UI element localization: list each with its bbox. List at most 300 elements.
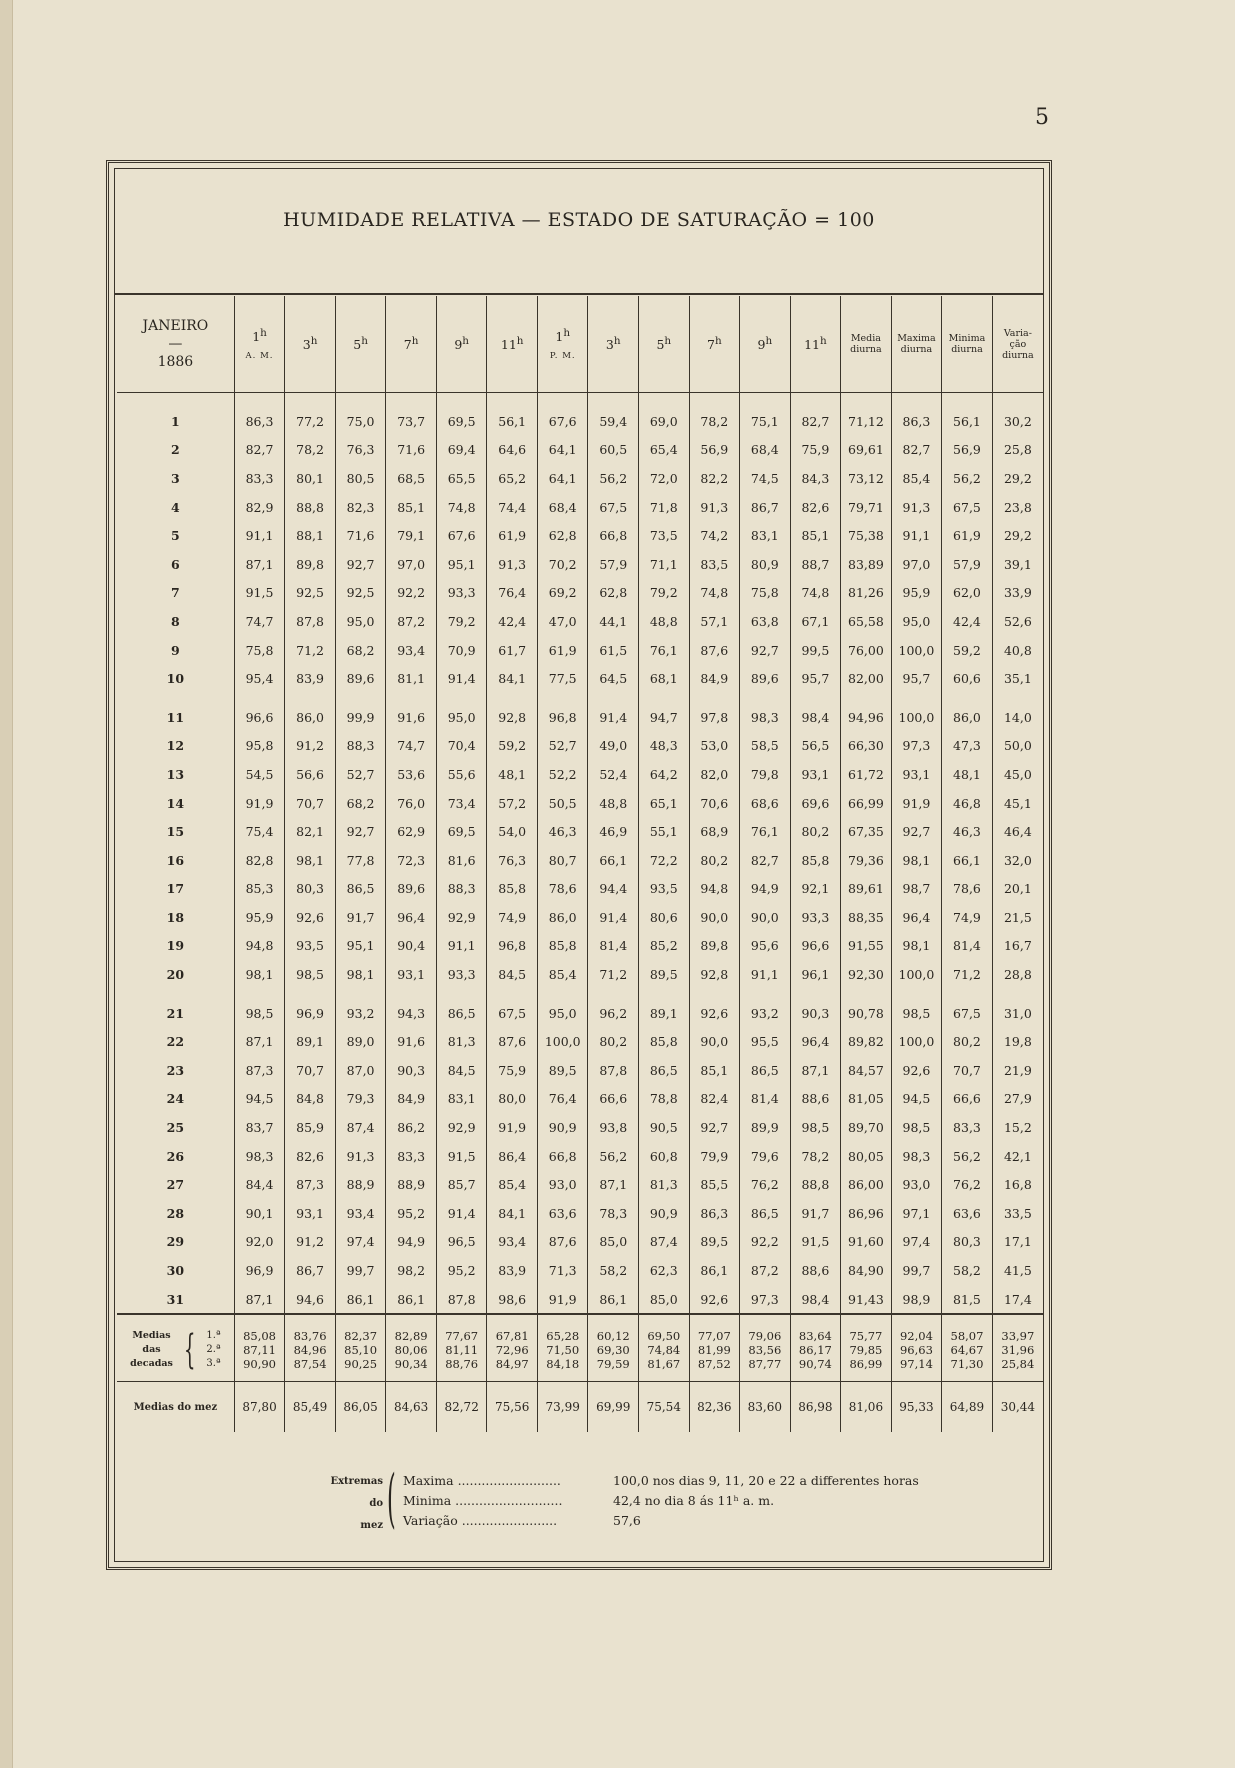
value-cell: 59,2: [487, 732, 538, 761]
value-cell: 14,0: [992, 693, 1043, 732]
value-cell: 98,4: [790, 693, 841, 732]
value-cell: 69,2: [537, 579, 588, 608]
value-cell: 98,5: [891, 1113, 942, 1142]
value-cell: 66,8: [537, 1142, 588, 1171]
value-cell: 84,57: [841, 1056, 892, 1085]
table-row: [117, 636, 1043, 665]
value-cell: 86,1: [386, 1285, 437, 1315]
month-mean-value: 82,72: [436, 1382, 487, 1433]
value-cell: 56,2: [942, 464, 993, 493]
year-label: 1886: [157, 354, 194, 370]
value-cell: 44,1: [588, 607, 639, 636]
month-mean-value: 83,60: [740, 1382, 791, 1433]
value-cell: 62,3: [639, 1256, 690, 1285]
value-cell: 48,1: [487, 760, 538, 789]
value-cell: 71,2: [285, 636, 336, 665]
day-cell: 25: [166, 1120, 185, 1136]
value-cell: 94,5: [891, 1085, 942, 1114]
value-cell: 100,0: [891, 636, 942, 665]
day-cell: 18: [166, 909, 185, 925]
value-cell: 83,7: [234, 1113, 285, 1142]
value-cell: 41,5: [992, 1256, 1043, 1285]
value-cell: 62,8: [588, 579, 639, 608]
value-cell: 89,5: [639, 960, 690, 989]
decade-mean-value: 69,30: [596, 1343, 630, 1358]
value-cell: 69,0: [639, 393, 690, 436]
day-cell: 2: [171, 442, 180, 458]
value-cell: 89,8: [689, 932, 740, 961]
extremes-label: do: [369, 1498, 383, 1509]
value-cell: 92,2: [740, 1228, 791, 1257]
value-cell: 16,8: [992, 1170, 1043, 1199]
value-cell: 87,8: [588, 1056, 639, 1085]
decade-means-cell: [285, 1314, 336, 1382]
hour-header: [740, 296, 791, 393]
hour-header: [285, 296, 336, 393]
stat-header-text: [841, 333, 891, 355]
day-cell: 27: [166, 1177, 185, 1193]
decade-mean-value: 60,12: [596, 1329, 630, 1344]
value-cell: 19,8: [992, 1027, 1043, 1056]
decade-mean-value: 71,50: [546, 1343, 580, 1358]
value-cell: 16,7: [992, 932, 1043, 961]
stat-header-line: diurna: [951, 344, 983, 355]
value-cell: 66,1: [588, 846, 639, 875]
decade-means-stack: [993, 1329, 1043, 1371]
month-mean-value: 84,63: [386, 1382, 437, 1433]
value-cell: 88,8: [790, 1170, 841, 1199]
value-cell: 94,3: [386, 989, 437, 1028]
day-cell: 8: [171, 613, 180, 629]
decade-mean-value: 80,06: [394, 1343, 428, 1358]
value-cell: 91,4: [588, 693, 639, 732]
decade-means-label: decadas: [130, 1358, 173, 1370]
hour-suffix: h: [819, 335, 827, 348]
value-cell: 67,5: [942, 989, 993, 1028]
value-cell: 89,1: [285, 1027, 336, 1056]
table-row: [117, 1056, 1043, 1085]
decade-means-label: das: [142, 1344, 161, 1356]
decade-means-stack: [791, 1329, 841, 1371]
day-cell: 13: [166, 766, 185, 782]
decade-mean-value: 77,67: [445, 1329, 479, 1344]
value-cell: 88,6: [790, 1256, 841, 1285]
value-cell: 74,8: [689, 579, 740, 608]
decade-mean-value: 84,18: [546, 1357, 580, 1372]
value-cell: 75,9: [790, 436, 841, 465]
value-cell: 92,6: [285, 903, 336, 932]
value-cell: 86,0: [942, 693, 993, 732]
table-row: [117, 1027, 1043, 1056]
value-cell: 92,7: [335, 817, 386, 846]
value-cell: 48,1: [942, 760, 993, 789]
value-cell: 85,1: [689, 1056, 740, 1085]
value-cell: 87,1: [234, 550, 285, 579]
day-cell: 6: [171, 556, 180, 572]
value-cell: 84,5: [487, 960, 538, 989]
value-cell: 76,0: [386, 789, 437, 818]
value-cell: 79,9: [689, 1142, 740, 1171]
value-cell: 94,9: [386, 1228, 437, 1257]
value-cell: 94,6: [285, 1285, 336, 1315]
decade-mean-value: 58,07: [950, 1329, 984, 1344]
hour-label: 1: [555, 329, 564, 345]
value-cell: 52,6: [992, 607, 1043, 636]
month-header: [117, 296, 234, 393]
table-row: [117, 1142, 1043, 1171]
value-cell: 86,5: [740, 1056, 791, 1085]
value-cell: 94,4: [588, 875, 639, 904]
value-cell: 78,8: [639, 1085, 690, 1114]
value-cell: 88,9: [335, 1170, 386, 1199]
value-cell: 92,6: [689, 1285, 740, 1315]
value-cell: 48,3: [639, 732, 690, 761]
value-cell: 62,0: [942, 579, 993, 608]
value-cell: 84,4: [234, 1170, 285, 1199]
value-cell: 92,1: [790, 875, 841, 904]
value-cell: 88,1: [285, 521, 336, 550]
value-cell: 88,8: [285, 493, 336, 522]
value-cell: 98,3: [891, 1142, 942, 1171]
decade-1: [117, 393, 1043, 693]
value-cell: 27,9: [992, 1085, 1043, 1114]
value-cell: 61,5: [588, 636, 639, 665]
value-cell: 91,3: [487, 550, 538, 579]
table-row: [117, 436, 1043, 465]
decade-mean-value: 87,77: [748, 1357, 782, 1372]
value-cell: 56,1: [487, 393, 538, 436]
value-cell: 86,5: [436, 989, 487, 1028]
value-cell: 92,8: [487, 693, 538, 732]
value-cell: 61,9: [537, 636, 588, 665]
value-cell: 96,6: [234, 693, 285, 732]
value-cell: 73,7: [386, 393, 437, 436]
value-cell: 76,00: [841, 636, 892, 665]
month-mean-value: 75,54: [639, 1382, 690, 1433]
day-cell: 26: [166, 1148, 185, 1164]
value-cell: 65,2: [487, 464, 538, 493]
value-cell: 82,1: [285, 817, 336, 846]
value-cell: 98,4: [790, 1285, 841, 1315]
value-cell: 89,70: [841, 1113, 892, 1142]
value-cell: 82,7: [740, 846, 791, 875]
value-cell: 33,9: [992, 579, 1043, 608]
value-cell: 90,9: [537, 1113, 588, 1142]
value-cell: 89,9: [740, 1113, 791, 1142]
decade-mean-value: 79,85: [849, 1343, 883, 1358]
value-cell: 91,2: [285, 732, 336, 761]
value-cell: 79,8: [740, 760, 791, 789]
value-cell: 30,2: [992, 393, 1043, 436]
value-cell: 72,0: [639, 464, 690, 493]
value-cell: 69,6: [790, 789, 841, 818]
value-cell: 98,5: [234, 989, 285, 1028]
decade-mean-value: 79,06: [748, 1329, 782, 1344]
value-cell: 96,1: [790, 960, 841, 989]
hour-header: [790, 296, 841, 393]
value-cell: 67,6: [436, 521, 487, 550]
month-means-row: [117, 1382, 1043, 1433]
header-row: [117, 296, 1043, 393]
stat-header-text: [892, 333, 942, 355]
extremes-label: Extremas: [330, 1476, 383, 1487]
value-cell: 15,2: [992, 1113, 1043, 1142]
value-cell: 60,6: [942, 664, 993, 693]
value-cell: 96,8: [537, 693, 588, 732]
decade-means-stack: [639, 1329, 689, 1371]
decade-means-cell: [639, 1314, 690, 1382]
value-cell: 84,9: [386, 1085, 437, 1114]
value-cell: 95,9: [234, 903, 285, 932]
table-row: [117, 1228, 1043, 1257]
value-cell: 97,1: [891, 1199, 942, 1228]
decade-means-cell: [689, 1314, 740, 1382]
decade-mean-value: 81,67: [647, 1357, 681, 1372]
decade-means: [117, 1314, 1043, 1382]
table-row: [117, 1113, 1043, 1142]
value-cell: 90,0: [740, 903, 791, 932]
value-cell: 46,8: [942, 789, 993, 818]
value-cell: 82,7: [891, 436, 942, 465]
value-cell: 97,3: [740, 1285, 791, 1315]
value-cell: 58,2: [942, 1256, 993, 1285]
decade-mean-value: 90,90: [243, 1357, 276, 1372]
value-cell: 85,0: [639, 1285, 690, 1315]
value-cell: 85,4: [537, 960, 588, 989]
value-cell: 92,8: [689, 960, 740, 989]
value-cell: 91,1: [891, 521, 942, 550]
value-cell: 53,0: [689, 732, 740, 761]
value-cell: 95,1: [335, 932, 386, 961]
value-cell: 85,5: [689, 1170, 740, 1199]
hour-header: [639, 296, 690, 393]
month-mean-value: 95,33: [891, 1382, 942, 1433]
value-cell: 64,1: [537, 464, 588, 493]
value-cell: 89,8: [285, 550, 336, 579]
stat-header-text: [993, 328, 1043, 361]
value-cell: 68,5: [386, 464, 437, 493]
value-cell: 25,8: [992, 436, 1043, 465]
value-cell: 55,6: [436, 760, 487, 789]
table-row: [117, 1199, 1043, 1228]
value-cell: 86,3: [689, 1199, 740, 1228]
value-cell: 93,1: [891, 760, 942, 789]
value-cell: 46,9: [588, 817, 639, 846]
value-cell: 78,2: [285, 436, 336, 465]
value-cell: 91,4: [588, 903, 639, 932]
value-cell: 91,1: [740, 960, 791, 989]
value-cell: 79,71: [841, 493, 892, 522]
value-cell: 49,0: [588, 732, 639, 761]
value-cell: 89,1: [639, 989, 690, 1028]
brace-glyph: {: [183, 1327, 196, 1374]
value-cell: 90,0: [689, 1027, 740, 1056]
decade-means-stack: [740, 1329, 790, 1371]
table-row: [117, 464, 1043, 493]
value-cell: 76,2: [942, 1170, 993, 1199]
decade-mean-value: 85,10: [344, 1343, 378, 1358]
hour-suffix: h: [714, 335, 722, 348]
value-cell: 74,9: [487, 903, 538, 932]
value-cell: 89,5: [537, 1056, 588, 1085]
value-cell: 99,5: [790, 636, 841, 665]
decade-means-cell: [436, 1314, 487, 1382]
value-cell: 83,1: [436, 1085, 487, 1114]
decade-mean-value: 86,17: [798, 1343, 832, 1358]
value-cell: 92,5: [335, 579, 386, 608]
value-cell: 92,7: [740, 636, 791, 665]
value-cell: 91,43: [841, 1285, 892, 1315]
value-cell: 92,9: [436, 1113, 487, 1142]
value-cell: 75,8: [740, 579, 791, 608]
month-means-label: Medias do mez: [117, 1382, 234, 1433]
value-cell: 50,5: [537, 789, 588, 818]
value-cell: 56,5: [790, 732, 841, 761]
value-cell: 76,4: [487, 579, 538, 608]
stat-header: [891, 296, 942, 393]
hour-suffix: h: [765, 335, 773, 348]
value-cell: 83,3: [942, 1113, 993, 1142]
value-cell: 91,1: [234, 521, 285, 550]
stat-header-line: diurna: [900, 344, 933, 355]
value-cell: 68,6: [740, 789, 791, 818]
hour-header: [487, 296, 538, 393]
decade-mean-value: 33,97: [1001, 1329, 1035, 1344]
decade-mean-value: 84,96: [293, 1343, 327, 1358]
value-cell: 94,5: [234, 1085, 285, 1114]
decade-mean-value: 67,81: [495, 1329, 529, 1344]
value-cell: 54,5: [234, 760, 285, 789]
value-cell: 52,4: [588, 760, 639, 789]
value-cell: 79,2: [436, 607, 487, 636]
value-cell: 95,2: [436, 1256, 487, 1285]
value-cell: 91,4: [436, 664, 487, 693]
value-cell: 92,0: [234, 1228, 285, 1257]
value-cell: 87,3: [285, 1170, 336, 1199]
value-cell: 65,58: [841, 607, 892, 636]
value-cell: 66,6: [588, 1085, 639, 1114]
stat-header-line: Minima: [948, 333, 986, 344]
month-label: JANEIRO: [142, 318, 209, 334]
value-cell: 87,0: [335, 1056, 386, 1085]
extreme-row: [403, 1511, 919, 1531]
day-cell: 11: [166, 709, 185, 725]
stat-header: [841, 296, 892, 393]
value-cell: 66,6: [942, 1085, 993, 1114]
decade-means-stack: [386, 1329, 436, 1371]
value-cell: 86,3: [891, 393, 942, 436]
value-cell: 60,5: [588, 436, 639, 465]
value-cell: 85,2: [639, 932, 690, 961]
value-cell: 63,8: [740, 607, 791, 636]
value-cell: 82,00: [841, 664, 892, 693]
value-cell: 66,99: [841, 789, 892, 818]
value-cell: 83,89: [841, 550, 892, 579]
day-cell: 21: [166, 1005, 185, 1021]
value-cell: 92,9: [436, 903, 487, 932]
hour-header: [689, 296, 740, 393]
decade-means-stack: [336, 1329, 386, 1371]
table-row: [117, 732, 1043, 761]
value-cell: 83,9: [285, 664, 336, 693]
value-cell: 79,6: [740, 1142, 791, 1171]
value-cell: 98,1: [335, 960, 386, 989]
value-cell: 95,0: [537, 989, 588, 1028]
value-cell: 58,2: [588, 1256, 639, 1285]
decade-mean-value: 72,96: [495, 1343, 529, 1358]
value-cell: 71,6: [335, 521, 386, 550]
value-cell: 70,2: [537, 550, 588, 579]
value-cell: 20,1: [992, 875, 1043, 904]
value-cell: 93,2: [335, 989, 386, 1028]
value-cell: 99,7: [335, 1256, 386, 1285]
value-cell: 85,9: [285, 1113, 336, 1142]
value-cell: 72,2: [639, 846, 690, 875]
value-cell: 81,4: [588, 932, 639, 961]
value-cell: 97,4: [335, 1228, 386, 1257]
day-cell: 28: [166, 1205, 185, 1221]
value-cell: 85,0: [588, 1228, 639, 1257]
value-cell: 97,0: [386, 550, 437, 579]
table-row: [117, 846, 1043, 875]
value-cell: 56,2: [588, 464, 639, 493]
value-cell: 70,7: [942, 1056, 993, 1085]
table-row: [117, 960, 1043, 989]
page-edge: [0, 0, 13, 1768]
value-cell: 46,3: [537, 817, 588, 846]
value-cell: 87,8: [436, 1285, 487, 1315]
hour-label: 3: [605, 337, 614, 353]
decade-number: 3.ª: [206, 1358, 221, 1370]
decade-means-stack: [690, 1329, 740, 1371]
leader-dots: ...........................: [451, 1493, 563, 1508]
table-row: [117, 1256, 1043, 1285]
value-cell: 74,9: [942, 903, 993, 932]
decade-mean-value: 65,28: [546, 1329, 580, 1344]
decade-mean-value: 86,99: [849, 1357, 883, 1372]
value-cell: 95,7: [790, 664, 841, 693]
value-cell: 74,4: [487, 493, 538, 522]
value-cell: 91,6: [386, 693, 437, 732]
value-cell: 21,5: [992, 903, 1043, 932]
value-cell: 62,8: [537, 521, 588, 550]
value-cell: 84,90: [841, 1256, 892, 1285]
value-cell: 100,0: [891, 693, 942, 732]
hour-label: 5: [353, 337, 362, 353]
value-cell: 86,3: [234, 393, 285, 436]
value-cell: 23,8: [992, 493, 1043, 522]
day-cell: 16: [166, 852, 185, 868]
value-cell: 89,0: [335, 1027, 386, 1056]
value-cell: 48,8: [639, 607, 690, 636]
table-row: [117, 875, 1043, 904]
value-cell: 61,9: [487, 521, 538, 550]
value-cell: 70,7: [285, 1056, 336, 1085]
value-cell: 98,6: [487, 1285, 538, 1315]
table-row: [117, 693, 1043, 732]
value-cell: 81,5: [942, 1285, 993, 1315]
value-cell: 77,2: [285, 393, 336, 436]
value-cell: 89,5: [689, 1228, 740, 1257]
value-cell: 84,3: [790, 464, 841, 493]
decade-means-stack: [487, 1329, 537, 1371]
value-cell: 95,9: [891, 579, 942, 608]
value-cell: 29,2: [992, 464, 1043, 493]
value-cell: 94,8: [234, 932, 285, 961]
extremes-brace: (: [387, 1462, 396, 1536]
value-cell: 58,5: [740, 732, 791, 761]
value-cell: 95,1: [436, 550, 487, 579]
